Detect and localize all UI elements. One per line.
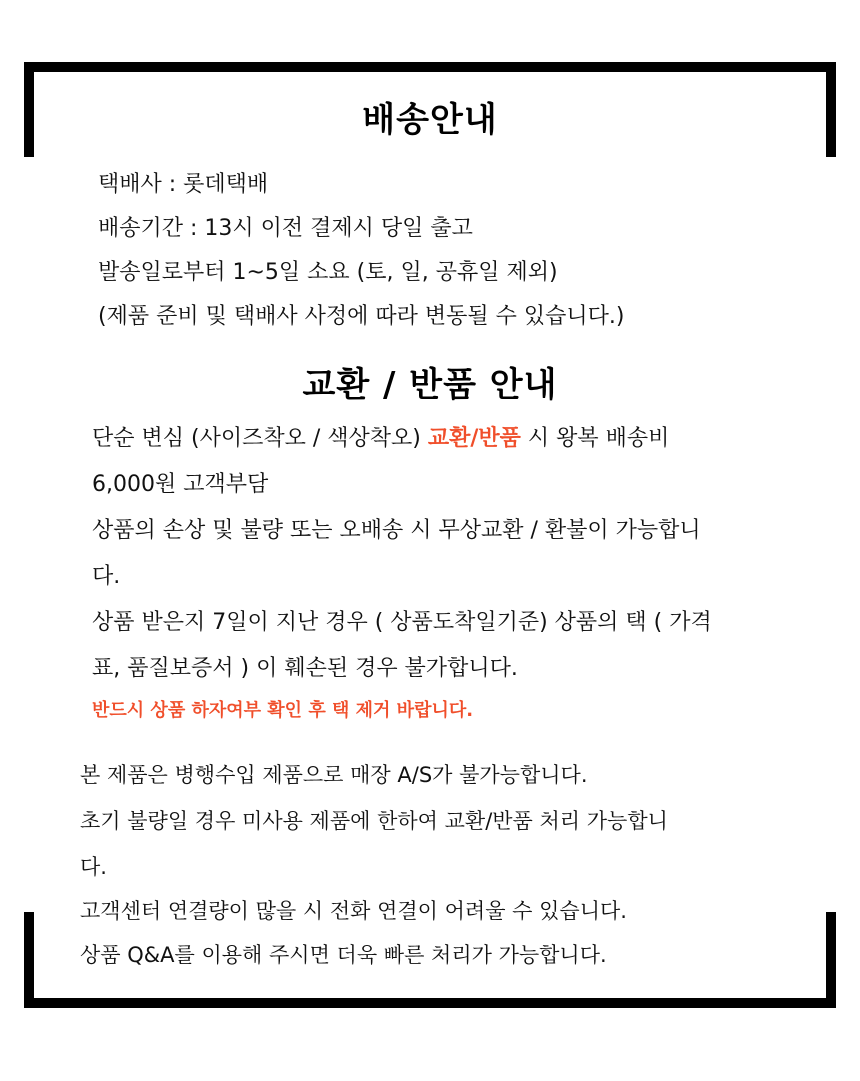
shipping-duration: 발송일로부터 1~5일 소요 (토, 일, 공휴일 제외) xyxy=(98,260,558,285)
shipping-courier: 택배사 : 롯데택배 xyxy=(98,172,269,197)
exchange-line-1-pre: 단순 변심 (사이즈착오 / 색상착오) xyxy=(92,426,428,451)
notes-line-4: 고객센터 연결량이 많을 시 전화 연결이 어려울 수 있습니다. xyxy=(80,899,627,923)
notes-line-5: 상품 Q&A를 이용해 주시면 더욱 빠른 처리가 가능합니다. xyxy=(80,943,607,967)
notes-line-2: 초기 불량일 경우 미사용 제품에 한하여 교환/반품 처리 가능합니 xyxy=(80,809,668,833)
tag-removal-notice: 반드시 상품 하자여부 확인 후 택 제거 바랍니다. xyxy=(92,700,474,721)
exchange-line-6: 표, 품질보증서 ) 이 훼손된 경우 불가합니다. xyxy=(92,656,518,681)
exchange-line-4: 다. xyxy=(92,564,121,589)
exchange-title: 교환 / 반품 안내 xyxy=(302,365,558,405)
exchange-line-5: 상품 받은지 7일이 지난 경우 ( 상품도착일기준) 상품의 택 ( 가격 xyxy=(92,610,712,635)
exchange-line-2: 6,000원 고객부담 xyxy=(92,472,269,497)
exchange-line-1-post: 시 왕복 배송비 xyxy=(520,426,670,451)
notes-line-1: 본 제품은 병행수입 제품으로 매장 A/S가 불가능합니다. xyxy=(80,763,588,787)
exchange-line-3: 상품의 손상 및 불량 또는 오배송 시 무상교환 / 환불이 가능합니 xyxy=(92,518,701,543)
shipping-period: 배송기간 : 13시 이전 결제시 당일 출고 xyxy=(98,216,473,241)
shipping-title: 배송안내 xyxy=(362,100,498,140)
exchange-return-highlight: 교환/반품 xyxy=(427,426,521,451)
shipping-disclaimer: (제품 준비 및 택배사 사정에 따라 변동될 수 있습니다.) xyxy=(98,304,625,329)
exchange-line-1 xyxy=(92,424,669,454)
notes-line-3: 다. xyxy=(80,855,107,879)
